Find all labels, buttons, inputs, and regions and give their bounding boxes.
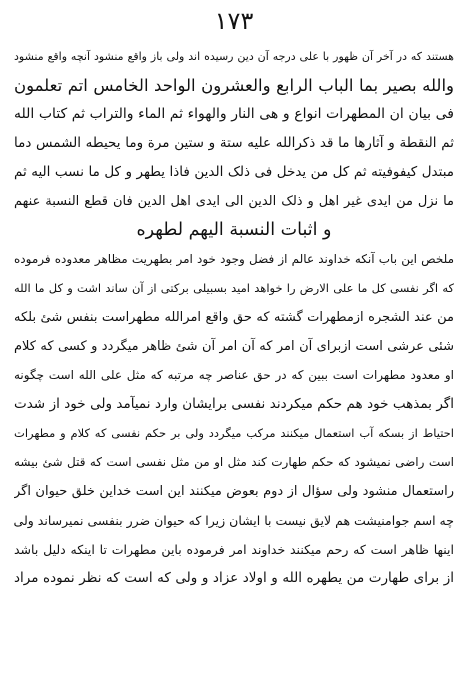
text-line: ثم النقطة و آثارها ما قد ذکرالله علیه ستة و ستین مرة وما یحیطه الشمس دما bbox=[14, 135, 454, 151]
text-line: ملخص این باب آنکه خداوند عالم از فضل وجود خود امر بطهریت مظاهر معدوده فرموده bbox=[14, 252, 454, 266]
text-line: هستند که در آخر آن ظهور با علی درجه آن دین رسیده اند ولی باز واقع منشود آنچه واقع منشود bbox=[14, 50, 454, 63]
text-line: چه اسم جوامنیشت هم لایق نیست با ایشان زیرا که حیوان ضرر بنفسی نمیرساند ولی bbox=[14, 513, 454, 528]
text-line: فی بیان ان المطهرات انواع و هی النار والهواء ثم الماء والتراب ثم کتاب الله bbox=[14, 106, 454, 122]
text-line: از برای طهارت من یطهره الله و اولاد عزاد و ولی که است که نظر نموده مراد bbox=[14, 570, 454, 586]
text-line: اینها ظاهر است که رحم میکنند خداوند امر فرموده باین مطهرات تا اینکه دلیل باشد bbox=[14, 542, 454, 557]
text-line: راستعمال منشود ولی سؤال از دوم بعوض میکنند این است خداین خلق حیوان اگر bbox=[14, 484, 454, 499]
text-line: او معدود مطهرات است ببین که در حق عناصر چه مرتبه که مثل علی الله است چگونه bbox=[14, 368, 454, 382]
text-line: ما نزل من ایدی غیر اهل و ذلک الدین الی ایدی اهل الدین فان قطع النسبة عنهم bbox=[14, 194, 454, 209]
text-line: مبتدل کیفوفیته ثم کل من یدخل فی ذلک الدین فاذا یطهر و کل ما نسب الیه ثم bbox=[14, 164, 454, 180]
text-line: است راضی نمیشود که حکم طهارت کند مثل او من مثل نفسی است که قتل شئ بیشه bbox=[14, 455, 454, 469]
text-line: احتیاط از بسکه آب استعمال میکنند مرکب میگردد ولی بر حکم نفسی که کلام و مطهرات bbox=[14, 426, 454, 440]
text-line-centered: و اثبات النسبة الیهم لطهره bbox=[136, 220, 332, 240]
text-line: که اگر نفسی کل ما علی الارض را خواهد امید بسبیلی برکتی از آن ساند اشت و کل ما الله bbox=[14, 281, 454, 295]
text-line: اگر بمذهب خود هم حکم میکردند نفسی برایشان وارد نمیآمد ولی خود از شدت bbox=[14, 396, 454, 412]
page-number: ١٧٣ bbox=[214, 7, 254, 35]
text-block bbox=[14, 42, 454, 593]
text-line: شئی عرشی است ازبرای آن امر که آن امر آن شئ ظاهر میگردد و کسی که کلام bbox=[14, 339, 454, 354]
chapter-heading-line: والله بصیر بما الباب الرابع والعشرون الواحد الخامس اتم تعلمون bbox=[14, 76, 454, 95]
text-line: من عند الشجره ازمطهرات گشته که حق واقع امرالله مطهراست بنفس شئ بلکه bbox=[14, 310, 454, 325]
